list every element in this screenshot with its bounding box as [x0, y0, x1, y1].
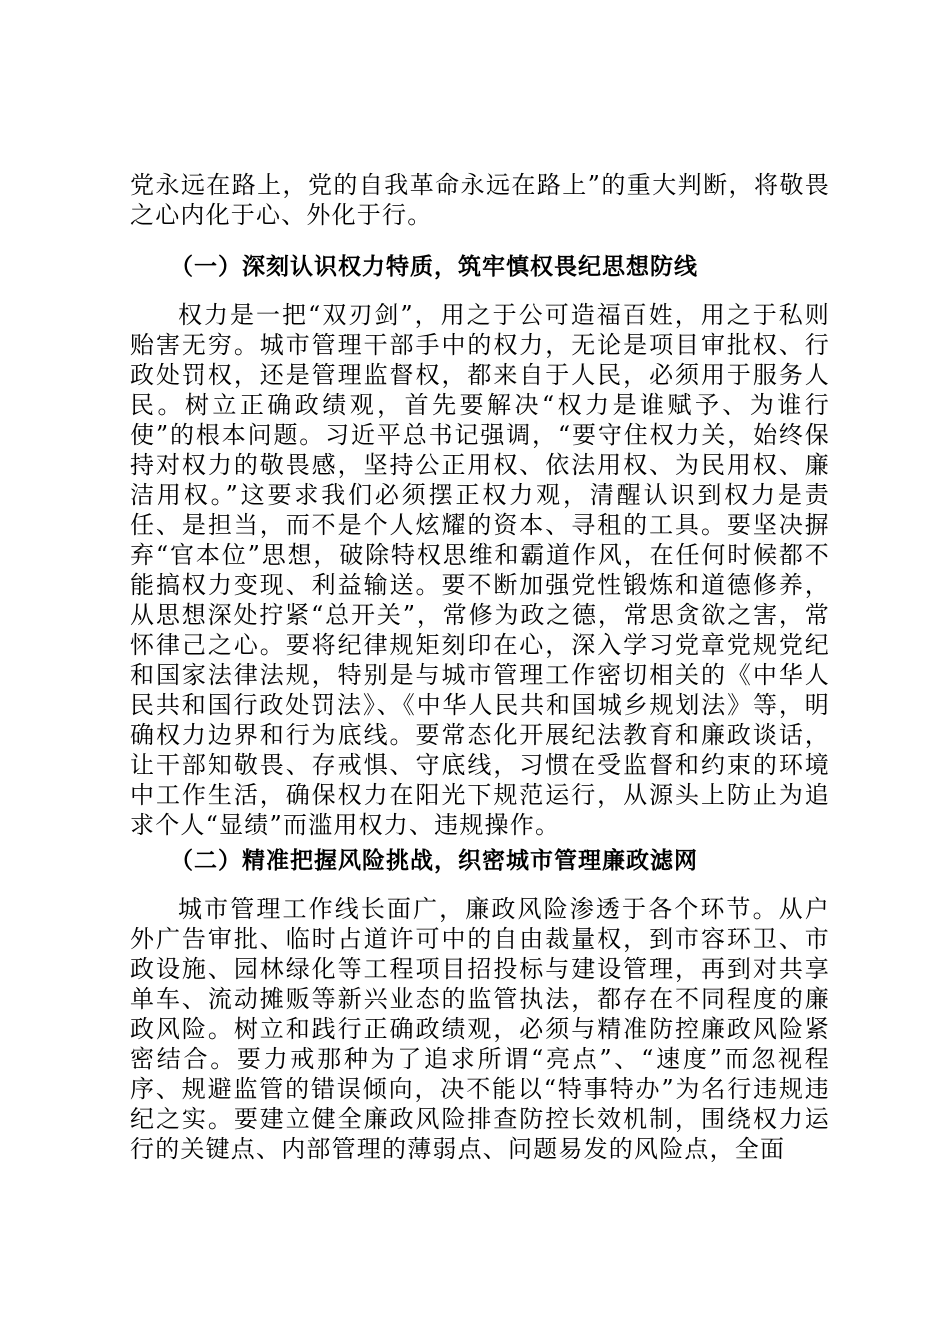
section1-paragraph: 权力是一把“双刃剑”，用之于公可造福百姓，用之于私则贻害无穷。城市管理干部手中的权力，无论是项目审批权、行政处罚权，还是管理监督权，都来自于人民，必须用于服务人民。树立正确政绩观，首先要解决“权力是谁赋予、为谁行使”的根本问题。习近平总书记强调，“要守住权力关，始终保持对权力的敬畏感，坚持公正用权、依法用权、为民用权、廉洁用权。”这要求我们必须摆正权力观，清醒认识到权力是责任、是担当，而不是个人炫耀的资本、寻租的工具。要坚决摒弃“官本位”思想，破除特权思维和霸道作风，在任何时候都不能搞权力变现、利益输送。要不断加强党性锻炼和道德修养，从思想深处拧紧“总开关”，常修为政之德，常思贪欲之害，常怀律己之心。要将纪律规矩刻印在心，深入学习党章党规党纪和国家法律法规，特别是与城市管理工作密切相关的《中华人民共和国行政处罚法》、《中华人民共和国城乡规划法》等，明确权力边界和行为底线。要常态化开展纪法教育和廉政谈话，让干部知敬畏、存戒惧、守底线，习惯在受监督和约束的环境中工作生活，确保权力在阳光下规范运行，从源头上防止为追求个人“显绩”而滥用权力、违规操作。 — [130, 301, 830, 839]
section2-paragraph-block — [130, 894, 830, 1164]
section2-heading: （二）精准把握风险挑战，织密城市管理廉政滤网 — [170, 848, 698, 874]
intro-paragraph-block — [130, 170, 830, 230]
section2-paragraph: 城市管理工作线长面广，廉政风险渗透于各个环节。从户外广告审批、临时占道许可中的自由裁量权，到市容环卫、市政设施、园林绿化等工程项目招投标与建设管理，再到对共享单车、流动摊贩等新兴业态的监管执法，都存在不同程度的廉政风险。树立和践行正确政绩观，必须与精准防控廉政风险紧密结合。要力戒那种为了追求所谓“亮点”、“速度”而忽视程序、规避监管的错误倾向，决不能以“特事特办”为名行违规违纪之实。要建立健全廉政风险排查防控长效机制，围绕权力运行的关键点、内部管理的薄弱点、问题易发的风险点，全面 — [130, 895, 830, 1163]
intro-paragraph: 党永远在路上，党的自我革命永远在路上”的重大判断，将敬畏之心内化于心、外化于行。 — [130, 171, 830, 229]
section1-heading: （一）深刻认识权力特质，筑牢慎权畏纪思想防线 — [170, 254, 698, 280]
section1-paragraph-block — [130, 300, 830, 840]
